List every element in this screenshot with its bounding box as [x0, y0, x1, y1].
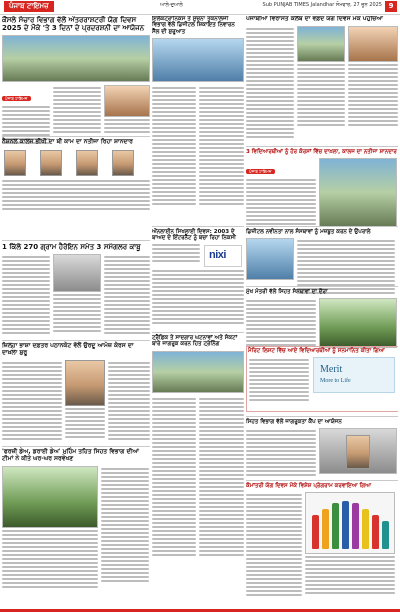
article-digital-cell — [152, 16, 244, 207]
student-photo — [76, 150, 98, 176]
headline: ਕੌਮਾਂਤਰੀ ਯੋਗ ਦਿਵਸ ਮੌਕੇ ਵਿਸ਼ੇਸ਼ ਪ੍ਰੋਗਰਾਮ ਕਰਵਾਇਆ ਗਿਆ — [246, 483, 372, 489]
body-text — [348, 64, 398, 126]
body-text — [249, 357, 309, 403]
ceremony-photo — [152, 38, 244, 82]
page-header — [0, 0, 400, 15]
article-traffic-training — [152, 330, 244, 558]
body-text — [152, 244, 200, 262]
nixi-logo: nixi — [204, 245, 242, 267]
page-number: 9 — [385, 1, 397, 12]
body-text — [53, 294, 101, 332]
headline: ਮੈਰਿਟ ਲਿਸਟ ਵਿੱਚ ਆਏ ਵਿਦਿਆਰਥੀਆਂ ਨੂੰ ਸਨਮਾਨਿਤ ਕੀਤਾ ਗਿਆ — [248, 348, 385, 354]
headline: ਡਿਜ਼ੀਟਲ ਨਵੀਨਤਾ ਨਾਲ ਸੰਸਥਾਵਾਂ ਨੂੰ ਮਜ਼ਬੂਤ ਕਰਨ ਦੇ ਉਪਰਾਲੇ — [246, 229, 371, 235]
article-nixi — [152, 224, 244, 326]
headline: ਟ੍ਰੈਫ਼ਿਕ ਤੇ ਸਾਦਗਾਰ ਘਟਨਾਵਾਂ ਅਤੇ ਸੰਕਟਾਂ ਬਾਰੇ ਜਾਗਰੂਕ ਕਰਨ ਹਿਤ ਟ੍ਰੇਨਿੰਗ — [152, 335, 238, 348]
body-text — [101, 466, 149, 590]
edition-line: Sub PUNJAB TIMES Jalandhar ਸੋਮਵਾਰ, 27 ਜੂਨ 2025 — [262, 2, 382, 8]
visit-photo — [319, 298, 397, 348]
student-photos — [2, 148, 150, 178]
article-urdu-course — [2, 338, 150, 442]
body-text — [246, 26, 294, 140]
article-dry-day-campaign — [2, 444, 150, 590]
headline: 3 ਵਿਦਿਆਰਥੀਆਂ ਨੂੰ ਹੋਰ ਕੋਰਸਾਂ ਵਿੱਚ ਦਾਖ਼ਲਾ, ਕਾਲਜ ਦਾ ਨਤੀਜਾ ਸ਼ਾਨਦਾਰ — [246, 149, 397, 155]
student-photo — [4, 150, 26, 176]
merit-advert — [313, 357, 395, 393]
article-health-visit — [246, 284, 398, 348]
product-photo — [305, 492, 395, 554]
body-text — [152, 396, 196, 558]
body-text — [152, 270, 244, 324]
student-photo — [112, 150, 134, 176]
body-text — [104, 119, 150, 133]
article-admissions — [246, 144, 398, 227]
headline: 1 ਕਿੱਲੋ 270 ਗ੍ਰਾਮ ਹੈਰੋਇਨ ਸਮੇਤ 3 ਸਮੱਗਲਰ ਕਾਬੂ — [2, 243, 141, 251]
training-photo — [152, 351, 244, 393]
article-merit-list — [246, 346, 398, 412]
body-text — [152, 85, 196, 207]
article-awareness-camp — [246, 414, 398, 478]
article-national-college — [2, 134, 150, 212]
body-text — [246, 298, 316, 348]
article-yoga-exhibition — [2, 16, 150, 146]
headline: ਕੌਂਸਲੇ ਸੰਚਾਰ ਵਿਭਾਗ ਵੱਲੋਂ ਅੰਤਰਰਾਸ਼ਟਰੀ ਯੋਗ ਦਿਵਸ 2025 ਦੇ ਮੌਕੇ 'ਤੇ 3 ਦਿਨਾਂ ਦੇ ਪ੍ਰਦਰਸ਼ਨੀ ਦਾ ਆਯੋਜਨ — [2, 16, 145, 33]
headline: ਨੈਸ਼ਨਲ ਕਾਲਜ ਭੀਖੀ ਦਾ ਬੀ ਕਾਮ ਦਾ ਨਤੀਜਾ ਰਿਹਾ ਸ਼ਾਨਦਾਰ — [2, 138, 133, 145]
headline: ਪੰਜਾਬੀਆਂ ਵਿਰਾਸਤ ਕਲੱਬ ਦਾ ਵਫ਼ਦ ਯੋਗ ਦਿਵਸ ਮੌਕੇ ਪਹੁੰਚਿਆ — [246, 16, 383, 22]
headline: ਔਨਲਾਈਨ ਸਿਖਲਾਈ ਦਿਵਸ: 2003 ਦੇ ਬਾਅਦ ਦੇ ਇੰਟਰਨੈੱਟ ਨੂੰ ਬਚਾ ਰਿਹਾ ਨਿਕਸੀ — [152, 229, 236, 242]
portrait-photo — [65, 360, 105, 406]
body-text — [246, 492, 302, 598]
headline: ਜ਼ਿਲ੍ਹਾ ਭਾਸ਼ਾ ਦਫ਼ਤਰ ਪਠਾਨਕੋਟ ਵੱਲੋਂ ਉਰਦੂ ਆਮੋਜ਼ ਕੋਰਸ ਦਾ ਦਾਖ਼ਲਾ ਸ਼ੁਰੂ — [2, 342, 134, 356]
headline: ਮੁੱਖ ਮੰਤਰੀ ਵੱਲੋਂ ਸਿਹਤ ਸੰਸਥਾਵਾਂ ਦਾ ਦੌਰਾ — [246, 289, 328, 295]
headline: ਇਲੈਕਟ੍ਰਾਨਿਕਸ ਤੇ ਸੂਚਨਾ ਤਕਨਾਲੋਜੀ ਵਿਭਾਗ ਵੱਲੋਂ ਡਿਜੀਟਲ ਸ਼ਿਕਾਇਤ ਨਿਵਾਰਨ ਸੈੱਲ ਦੀ ਸ਼ੁਰੂਆਤ — [152, 16, 235, 35]
body-text — [246, 179, 316, 225]
seizure-photo — [53, 254, 101, 292]
masthead-brand: ਪੰਜਾਬ ਟਾਇਮਜ਼ — [4, 1, 54, 12]
byline-tag: ਪੰਜਾਬ ਟਾਇਮਜ਼ — [246, 169, 275, 174]
body-text — [108, 360, 150, 442]
column-right — [246, 16, 398, 612]
byline-tag: ਪੰਜਾਬ ਟਾਇਮਜ਼ — [2, 96, 31, 101]
student-photo — [40, 150, 62, 176]
group-photo — [2, 35, 150, 82]
body-text — [199, 396, 244, 558]
section-name: ਆਲੇ-ਦੁਆਲੇ — [160, 2, 183, 8]
article-heritage-club — [246, 16, 398, 140]
article-heroin-seizure — [2, 238, 150, 336]
headline: ਸਿਹਤ ਵਿਭਾਗ ਵੱਲੋਂ ਜਾਗਰੂਕਤਾ ਕੈਂਪ ਦਾ ਆਯੋਜਨ — [246, 419, 342, 425]
body-text — [2, 180, 150, 210]
club-photo — [297, 26, 345, 62]
camp-photo — [319, 428, 397, 474]
survey-photo — [2, 466, 98, 528]
body-text — [246, 428, 316, 478]
headline: 'ਫਰਜ਼ੀ ਡੇਅ, ਡਰਾਈ ਡੇਅ' ਮੁਹਿੰਮ ਤਹਿਤ ਸਿਹਤ ਵਿਭਾਗ ਦੀਆਂ ਟੀਮਾਂ ਨੇ ਕੀਤੇ ਘਰ-ਘਰ ਸਰਵੇਖਣ — [2, 448, 139, 462]
body-text — [297, 64, 345, 126]
body-text — [199, 85, 244, 207]
body-text — [305, 556, 395, 594]
column-left — [2, 16, 150, 612]
column-middle — [152, 16, 244, 612]
merit-title: Merit — [320, 364, 343, 376]
body-text — [2, 254, 50, 336]
club-photo — [348, 26, 398, 62]
admissions-photo — [319, 158, 397, 227]
body-text — [2, 360, 62, 442]
merit-subtitle: More to Life — [320, 378, 351, 385]
body-text — [2, 530, 98, 588]
article-yoga-day-program — [246, 478, 398, 598]
event-photo — [104, 85, 150, 117]
device-photo — [246, 238, 294, 280]
body-text — [104, 254, 150, 336]
body-text — [65, 408, 105, 438]
